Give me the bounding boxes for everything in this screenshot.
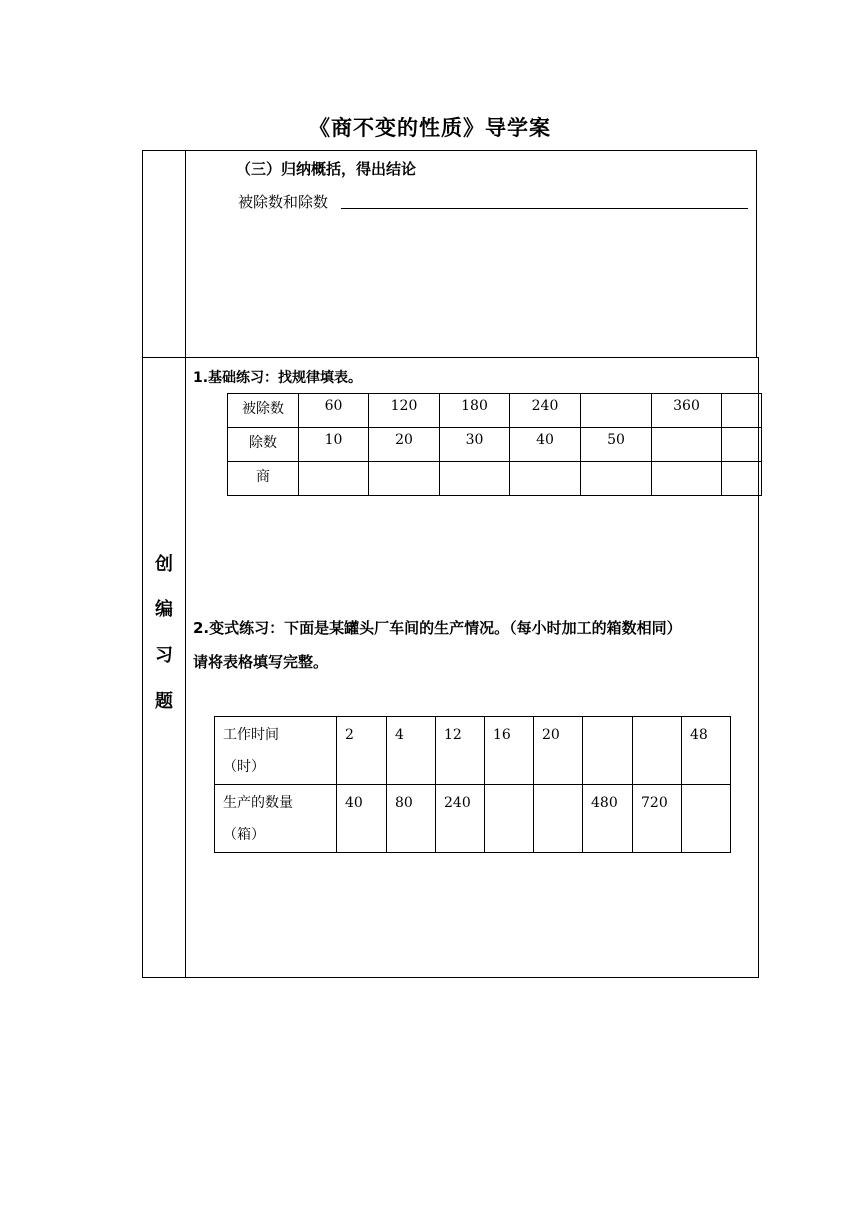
table-cell[interactable]: 60 [299,394,369,428]
table-row [215,717,731,785]
table-cell[interactable]: 180 [440,394,510,428]
table-cell[interactable]: 80 [387,785,436,853]
exercise2-heading-line2: 请将表格填写完整。 [193,653,329,671]
conclusion-answer-blank[interactable] [341,208,748,209]
table-cell[interactable] [485,785,534,853]
table-cell[interactable]: 40 [510,428,581,462]
table-cell[interactable]: 20 [534,717,583,785]
table-cell[interactable] [369,462,440,496]
table-cell[interactable]: 40 [337,785,387,853]
table-cell[interactable]: 12 [436,717,485,785]
table-cell[interactable]: 480 [583,785,633,853]
table-cell[interactable] [299,462,369,496]
table-cell[interactable] [652,462,722,496]
table-cell[interactable] [534,785,583,853]
table-cell[interactable]: 360 [652,394,722,428]
exercise1-heading: 1.基础练习：找规律填表。 [193,370,363,386]
row-label-production [215,785,337,853]
table-cell[interactable] [722,394,762,428]
row-label-dividend: 被除数 [228,394,299,428]
table-cell[interactable]: 10 [299,428,369,462]
page-title: 《商不变的性质》导学案 [309,116,551,140]
table-cell[interactable] [722,462,762,496]
table-cell[interactable]: 50 [581,428,652,462]
table-cell[interactable]: 720 [633,785,682,853]
row-label-line: 工作时间 [223,727,279,743]
row-label-line: 生产的数量 [223,795,293,811]
table-cell[interactable] [440,462,510,496]
table-cell[interactable] [510,462,581,496]
row-label-unit: （箱） [223,827,265,843]
table-cell[interactable]: 16 [485,717,534,785]
table-cell[interactable]: 120 [369,394,440,428]
table-cell[interactable] [581,394,652,428]
table-cell[interactable] [682,785,731,853]
table-cell[interactable] [633,717,682,785]
side-label-char-2: 编 [155,599,173,620]
conclusion-heading: （三）归纳概括，得出结论 [236,160,417,178]
table-cell[interactable]: 2 [337,717,387,785]
side-label-char-4: 题 [155,691,173,712]
table-cell[interactable] [652,428,722,462]
conclusion-section-divider [185,150,186,358]
exercise2-table [214,716,731,853]
exercise-section-divider [185,357,186,978]
table-row [228,462,762,496]
row-label-quotient: 商 [228,462,299,496]
exercise1-table [227,393,762,496]
conclusion-section [142,150,757,358]
row-label-work-time [215,717,337,785]
table-cell[interactable]: 48 [682,717,731,785]
conclusion-fill-prompt: 被除数和除数 [238,193,329,211]
table-cell[interactable] [583,717,633,785]
side-label-char-1: 创 [155,554,173,575]
table-cell[interactable]: 30 [440,428,510,462]
table-row [228,394,762,428]
table-row [215,785,731,853]
table-row [228,428,762,462]
table-cell[interactable]: 240 [510,394,581,428]
row-label-unit: （时） [223,759,265,775]
table-cell[interactable]: 240 [436,785,485,853]
table-cell[interactable]: 20 [369,428,440,462]
row-label-divisor: 除数 [228,428,299,462]
table-cell[interactable] [581,462,652,496]
side-label-char-3: 习 [155,645,173,666]
table-cell[interactable]: 4 [387,717,436,785]
exercise2-heading-line1: 2.变式练习：下面是某罐头厂车间的生产情况。（每小时加工的箱数相同） [193,619,682,637]
table-cell[interactable] [722,428,762,462]
